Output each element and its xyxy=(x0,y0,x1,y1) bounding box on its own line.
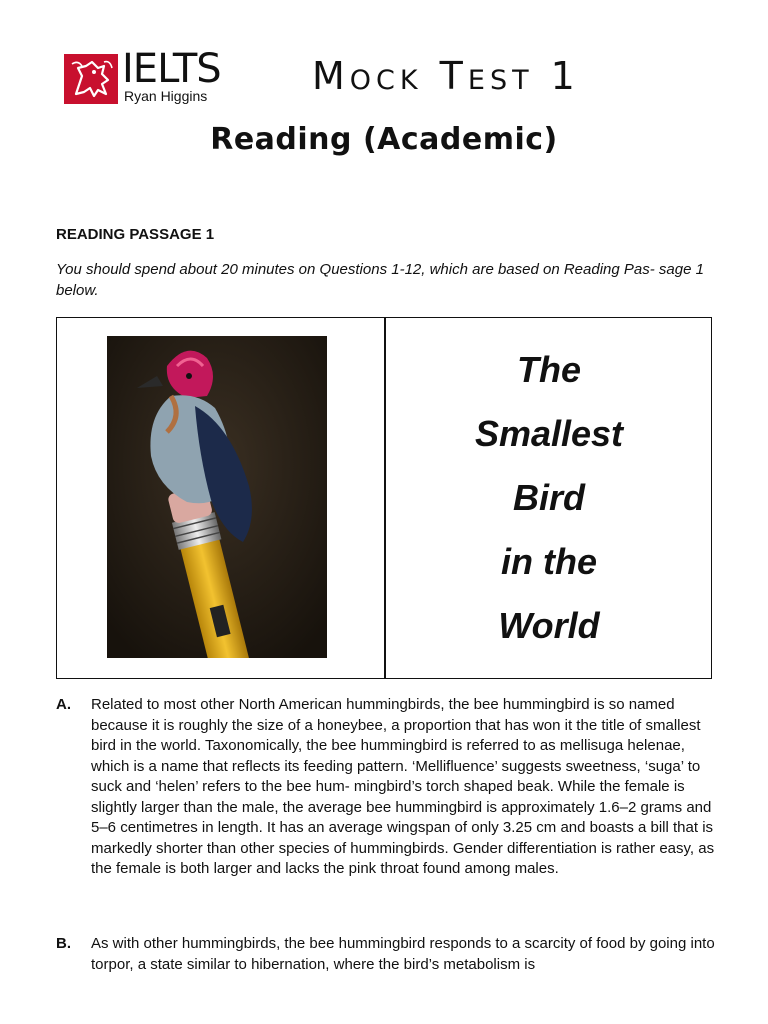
figure-divider xyxy=(384,318,386,678)
passage-instructions: You should spend about 20 minutes on Questions 1-12, which are based on Reading Pas- sage 1 below. xyxy=(56,261,704,299)
lion-emblem-icon xyxy=(64,54,118,104)
article-title-line: Bird xyxy=(513,477,585,518)
article-title-line: Smallest xyxy=(474,413,624,454)
paragraph-letter: B. xyxy=(56,935,71,952)
hummingbird-on-pencil-photo xyxy=(107,336,327,658)
paragraph-letter: A. xyxy=(56,696,71,713)
article-title-line: World xyxy=(498,605,600,646)
logo-author: Ryan Higgins xyxy=(124,88,208,104)
paragraph-a xyxy=(56,695,716,880)
article-title-line: The xyxy=(516,349,581,390)
logo-wordmark: IELTS xyxy=(122,46,221,92)
test-title: Mock Test 1 xyxy=(312,54,580,98)
paragraph-b xyxy=(56,934,716,975)
passage-heading: READING PASSAGE 1 xyxy=(56,226,215,243)
header xyxy=(64,46,714,112)
lion-logo-icon xyxy=(64,54,118,104)
figure-table xyxy=(56,317,712,679)
article-title xyxy=(387,318,711,678)
paragraph-text: Related to most other North American hummingbirds, the bee hummingbird is so named because it is roughly the size of a honeybee, a proportion that has won it the title of smallest bird in the world. Taxonomically, the bee hummingbird is referred to as mellisuga helenae, which is a name that reflects its feeding pattern. ‘Mellifluence’ suggests sweetness, ‘suga’ to suck and ‘helen’ refers to the bee hum- mingbird’s torch shaped beak. While the female is slightly larger than the male, the average bee hummingbird is approximately 1.6–2 grams and 5–6 centimetres in length. It has an average wingspan of only 3.25 cm and boasts a bill that is markedly shorter than other species of hummingbirds. Gender differentiation is rather easy, as the female is both larger and lacks the pink throat found among males. xyxy=(91,696,715,877)
article-title-line: in the xyxy=(501,541,597,582)
paragraph-text: As with other hummingbirds, the bee hummingbird responds to a scarcity of food by going into torpor, a state similar to hibernation, where the bird’s metabolism is xyxy=(91,935,715,973)
section-subtitle: Reading (Academic) xyxy=(210,122,558,157)
